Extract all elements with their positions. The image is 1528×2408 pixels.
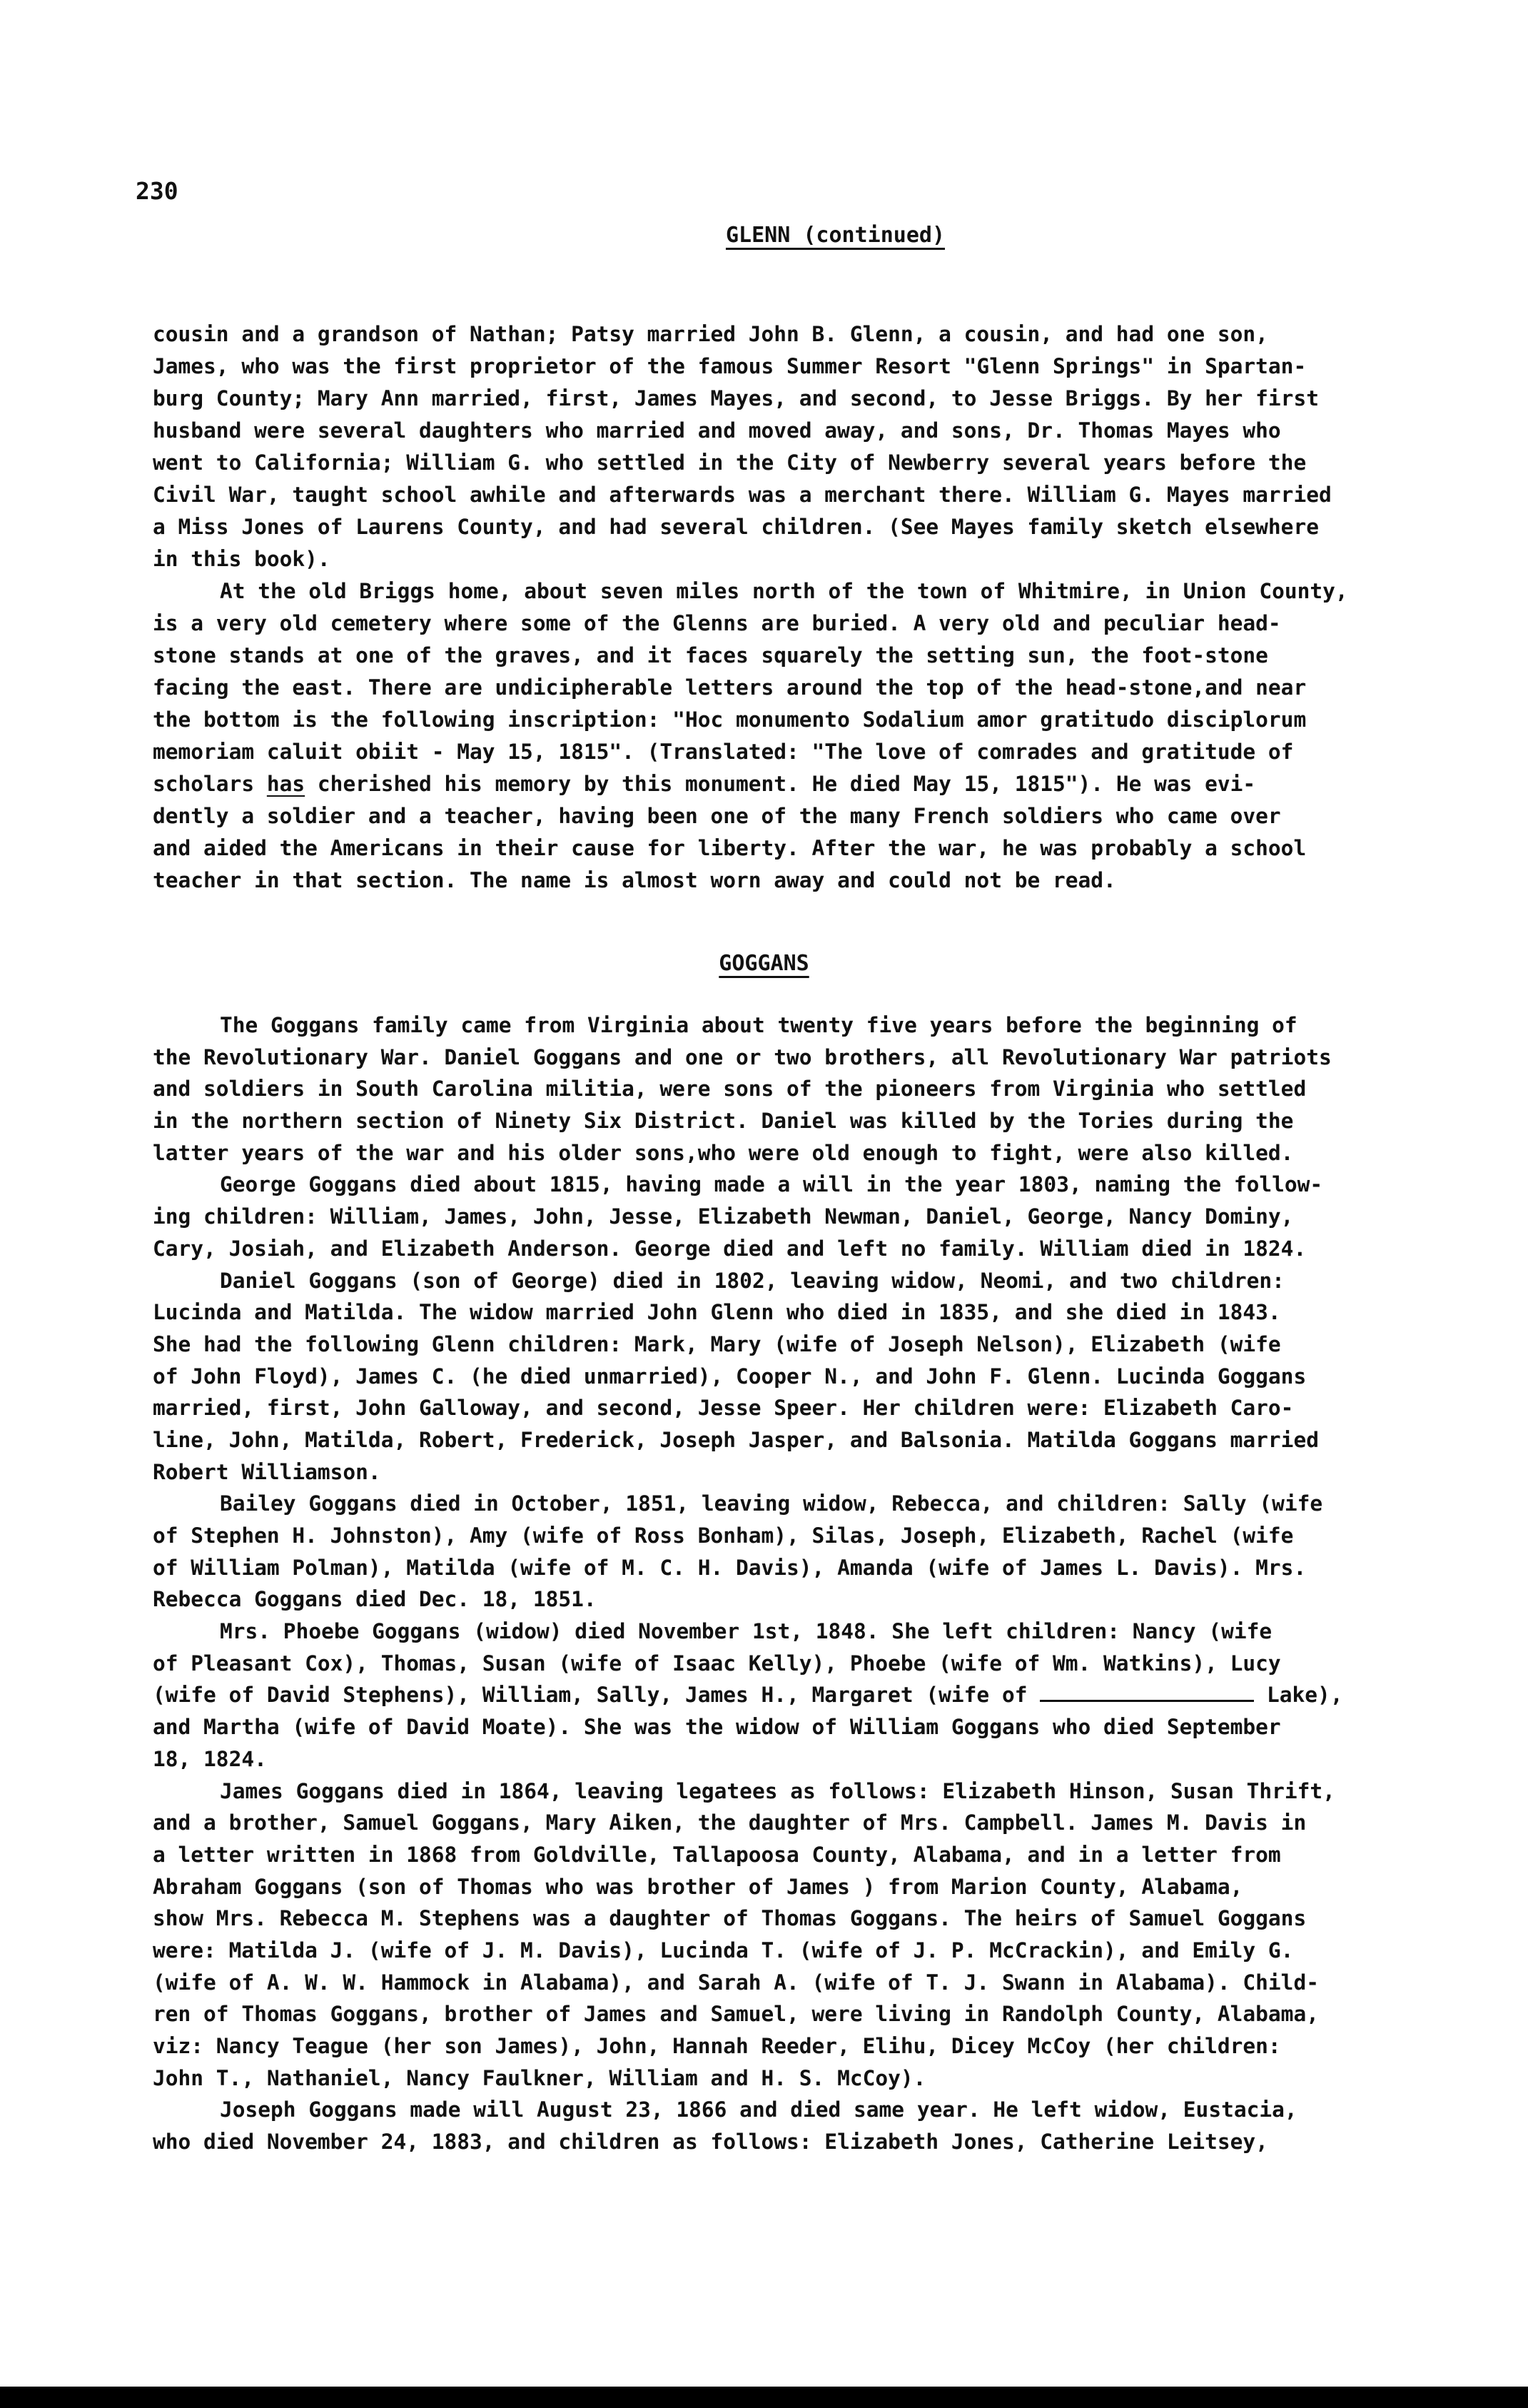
text-line bbox=[153, 865, 1352, 897]
text-line bbox=[153, 1935, 1352, 1967]
text-line bbox=[153, 1775, 1352, 1808]
text-line-content: Daniel Goggans (son of George) died in 1802, leaving widow, Neomi, and two children: bbox=[220, 1268, 1285, 1293]
text-line bbox=[153, 318, 1352, 351]
text-line bbox=[153, 1648, 1352, 1680]
text-line bbox=[153, 1839, 1352, 1871]
text-line-content: At the old Briggs home, about seven miles north of the town of Whitmire, in Union County, bbox=[220, 579, 1348, 603]
blank-fill-line bbox=[1040, 1684, 1254, 1702]
text-line bbox=[153, 1679, 1352, 1711]
text-line-content: in the northern section of Ninety Six District. Daniel was killed by the Tories during the bbox=[153, 1109, 1294, 1134]
text-line-content: stone stands at one of the graves, and it faces squarely the setting sun, the foot-stone bbox=[153, 643, 1268, 668]
text-line-content: Joseph Goggans made will August 23, 1866 and died same year. He left widow, Eustacia, bbox=[220, 2097, 1297, 2122]
text-line-content: Mrs. Phoebe Goggans (widow) died November 1st, 1848. She left children: Nancy (wife bbox=[220, 1619, 1273, 1644]
text-line-content: ing children: William, James, John, Jesse, Elizabeth Newman, Daniel, George, Nancy Dominy, bbox=[153, 1204, 1294, 1229]
text-line-content: viz: Nancy Teague (her son James), John, Hannah Reeder, Elihu, Dicey McCoy (her children: bbox=[153, 2034, 1281, 2058]
text-line bbox=[153, 1233, 1352, 1265]
text-line bbox=[153, 2126, 1352, 2158]
text-line-content: (wife of David Stephens), William, Sally, James H., Margaret (wife of bbox=[153, 1683, 1028, 1708]
goggans-section-body bbox=[153, 1009, 1352, 2158]
text-line bbox=[153, 543, 1352, 575]
text-line-content: Abraham Goggans (son of Thomas who was brother of James ) from Marion County, Alabama, bbox=[153, 1874, 1243, 1899]
page-number: 230 bbox=[136, 177, 178, 205]
text-line bbox=[153, 383, 1352, 415]
text-line bbox=[153, 1967, 1352, 1999]
text-line-content: James, who was the first proprietor of the famous Summer Resort "Glenn Springs" in Spartan- bbox=[153, 354, 1307, 378]
text-line-content: and Martha (wife of David Moate). She was the widow of William Goggans who died September bbox=[153, 1715, 1281, 1740]
text-line-content: Bailey Goggans died in October, 1851, leaving widow, Rebecca, and children: Sally (wife bbox=[220, 1491, 1323, 1516]
text-line bbox=[153, 511, 1352, 543]
text-line bbox=[153, 1201, 1352, 1233]
text-line bbox=[153, 1520, 1352, 1552]
text-line bbox=[153, 1361, 1352, 1393]
text-line-content: George Goggans died about 1815, having made a will in the year 1803, naming the follow- bbox=[220, 1172, 1323, 1197]
text-line-content: of John Floyd), James C. (he died unmarried), Cooper N., and John F. Glenn. Lucinda Goggans bbox=[153, 1364, 1307, 1389]
text-line bbox=[153, 1009, 1352, 1042]
text-line-content: Civil War, taught school awhile and afterwards was a merchant there. William G. Mayes married bbox=[153, 483, 1332, 507]
text-line bbox=[153, 1265, 1352, 1297]
text-line-content: ren of Thomas Goggans, brother of James and Samuel, were living in Randolph County, Alabama, bbox=[153, 2002, 1319, 2027]
text-line-content: memoriam caluit obiit - May 15, 1815". (Translated: "The love of comrades and gratitude of bbox=[153, 740, 1294, 764]
text-line bbox=[153, 1169, 1352, 1201]
text-line bbox=[153, 1392, 1352, 1424]
text-line bbox=[153, 1488, 1352, 1520]
text-line bbox=[153, 575, 1352, 608]
text-line bbox=[153, 2030, 1352, 2062]
text-line bbox=[153, 447, 1352, 479]
text-line bbox=[153, 1424, 1352, 1456]
text-line bbox=[153, 1871, 1352, 1903]
text-line-content: married, first, John Galloway, and second, Jesse Speer. Her children were: Elizabeth Caro- bbox=[153, 1396, 1294, 1421]
text-line bbox=[153, 1807, 1352, 1839]
text-line-content: of William Polman), Matilda (wife of M. C. H. Davis), Amanda (wife of James L. Davis). Mrs. bbox=[153, 1555, 1307, 1580]
text-line-content: James Goggans died in 1864, leaving legatees as follows: Elizabeth Hinson, Susan Thrift, bbox=[220, 1778, 1335, 1803]
text-line bbox=[153, 1296, 1352, 1329]
text-line-content: The Goggans family came from Virginia about twenty five years before the beginning of bbox=[220, 1013, 1297, 1037]
text-line bbox=[153, 1998, 1352, 2030]
scan-border bbox=[0, 2387, 1528, 2408]
section-heading-glenn-text: GLENN (continued) bbox=[725, 223, 946, 248]
text-line bbox=[153, 832, 1352, 865]
text-line-content: scholars has cherished his memory by this monument. He died May 15, 1815"). He was evi- bbox=[153, 772, 1256, 796]
glenn-section-body bbox=[153, 318, 1352, 897]
section-heading-goggans bbox=[0, 951, 1528, 976]
text-line-content: of Pleasant Cox), Thomas, Susan (wife of Isaac Kelly), Phoebe (wife of Wm. Watkins), Lucy bbox=[153, 1651, 1281, 1676]
text-line bbox=[153, 479, 1352, 511]
text-line-content: a Miss Jones of Laurens County, and had several children. (See Mayes family sketch elsewhere bbox=[153, 515, 1319, 539]
text-line-content: and a brother, Samuel Goggans, Mary Aiken, the daughter of Mrs. Campbell. James M. Davis in bbox=[153, 1810, 1307, 1835]
text-line bbox=[153, 1042, 1352, 1074]
text-line bbox=[153, 768, 1352, 800]
text-line-content: John T., Nathaniel, Nancy Faulkner, William and H. S. McCoy). bbox=[153, 2065, 926, 2090]
text-line-content: latter years of the war and his older sons,who were old enough to fight, were also killed. bbox=[153, 1140, 1294, 1165]
text-line bbox=[153, 1137, 1352, 1169]
text-line-content: of Stephen H. Johnston), Amy (wife of Ross Bonham), Silas, Joseph, Elizabeth, Rachel (wife bbox=[153, 1523, 1294, 1548]
section-heading-glenn bbox=[71, 223, 1528, 248]
text-line bbox=[153, 736, 1352, 768]
text-line-content: Robert Williamson. bbox=[153, 1459, 381, 1484]
text-line-content: Lucinda and Matilda. The widow married John Glenn who died in 1835, and she died in 1843. bbox=[153, 1300, 1281, 1325]
text-line bbox=[153, 640, 1352, 672]
text-line-content: (wife of A. W. W. Hammock in Alabama), and Sarah A. (wife of T. J. Swann in Alabama). Child- bbox=[153, 1970, 1319, 1995]
text-line-content: went to California; William G. who settled in the City of Newberry several years before the bbox=[153, 450, 1307, 475]
text-line bbox=[153, 800, 1352, 832]
text-line bbox=[153, 1616, 1352, 1648]
text-line-content: the Revolutionary War. Daniel Goggans and one or two brothers, all Revolutionary War patriots bbox=[153, 1044, 1332, 1069]
text-line-content: Rebecca Goggans died Dec. 18, 1851. bbox=[153, 1587, 597, 1612]
text-line bbox=[153, 1456, 1352, 1488]
text-line bbox=[153, 1105, 1352, 1137]
section-heading-goggans-text: GOGGANS bbox=[719, 951, 809, 976]
text-line-content: show Mrs. Rebecca M. Stephens was a daughter of Thomas Goggans. The heirs of Samuel Goggans bbox=[153, 1906, 1307, 1931]
text-line-content: cousin and a grandson of Nathan; Patsy married John B. Glenn, a cousin, and had one son, bbox=[153, 322, 1268, 346]
text-line-content: in this book). bbox=[153, 547, 330, 571]
text-line bbox=[153, 415, 1352, 447]
text-line bbox=[153, 2062, 1352, 2095]
text-line-content: line, John, Matilda, Robert, Frederick, Joseph Jasper, and Balsonia. Matilda Goggans married bbox=[153, 1427, 1319, 1452]
text-line bbox=[153, 1073, 1352, 1105]
text-line bbox=[153, 672, 1352, 704]
text-line bbox=[153, 351, 1352, 383]
text-line-content: and soldiers in South Carolina militia, were sons of the pioneers from Virginia who settled bbox=[153, 1077, 1307, 1102]
text-line bbox=[153, 1711, 1352, 1743]
text-line-content: facing the east. There are undicipherable letters around the top of the head-stone,and near bbox=[153, 675, 1307, 700]
text-line-content: teacher in that section. The name is almost worn away and could not be read. bbox=[153, 868, 1116, 892]
text-line-content: were: Matilda J. (wife of J. M. Davis), Lucinda T. (wife of J. P. McCrackin), and Emily G. bbox=[153, 1938, 1294, 1963]
text-line-content: is a very old cemetery where some of the Glenns are buried. A very old and peculiar head- bbox=[153, 611, 1281, 635]
text-line bbox=[153, 608, 1352, 640]
text-line bbox=[153, 1583, 1352, 1616]
text-line bbox=[153, 1552, 1352, 1584]
text-line bbox=[153, 1903, 1352, 1935]
text-line bbox=[153, 1329, 1352, 1361]
text-line-content: a letter written in 1868 from Goldville, Tallapoosa County, Alabama, and in a letter from bbox=[153, 1842, 1281, 1867]
text-line bbox=[153, 704, 1352, 736]
text-line-content: the bottom is the following inscription: "Hoc monumento Sodalium amor gratitudo disciplorum bbox=[153, 707, 1307, 732]
text-line-content: 18, 1824. bbox=[153, 1746, 267, 1771]
text-line-content: She had the following Glenn children: Mark, Mary (wife of Joseph Nelson), Elizabeth (wife bbox=[153, 1331, 1281, 1356]
text-line bbox=[153, 1743, 1352, 1775]
text-line bbox=[153, 2094, 1352, 2126]
text-line-content: burg County; Mary Ann married, first, James Mayes, and second, to Jesse Briggs. By her first bbox=[153, 386, 1319, 410]
text-line-tail: Lake), bbox=[1254, 1683, 1343, 1708]
text-line-content: who died November 24, 1883, and children as follows: Elizabeth Jones, Catherine Leitsey, bbox=[153, 2130, 1268, 2155]
text-line-content: dently a soldier and a teacher, having been one of the many French soldiers who came over bbox=[153, 804, 1281, 828]
text-line-content: Cary, Josiah, and Elizabeth Anderson. George died and left no family. William died in 1824. bbox=[153, 1236, 1307, 1261]
text-line-content: husband were several daughters who married and moved away, and sons, Dr. Thomas Mayes who bbox=[153, 418, 1281, 443]
text-line-content: and aided the Americans in their cause for liberty. After the war, he was probably a school bbox=[153, 836, 1307, 860]
